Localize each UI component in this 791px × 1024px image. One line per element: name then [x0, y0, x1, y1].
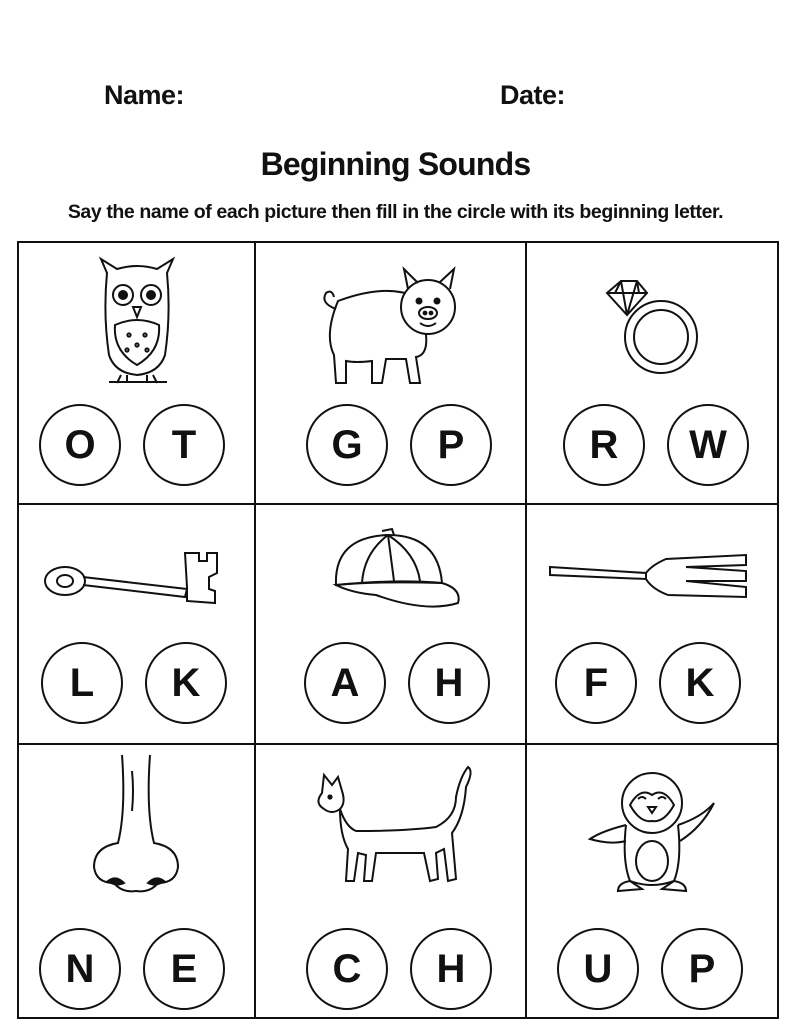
- nose-icon: [82, 751, 192, 901]
- pig-icon: [316, 265, 466, 387]
- ring-icon: [597, 273, 707, 383]
- grid-cell-9: [527, 745, 777, 1017]
- letter-choice[interactable]: L: [41, 642, 123, 724]
- letter-choice[interactable]: R: [563, 404, 645, 486]
- letter-choice[interactable]: U: [557, 928, 639, 1010]
- date-label: Date:: [500, 80, 566, 110]
- grid-cell-6: [527, 505, 777, 745]
- letter-choice[interactable]: T: [143, 404, 225, 486]
- cat-icon: [306, 757, 476, 902]
- letter-choice[interactable]: H: [410, 928, 492, 1010]
- fork-icon: [542, 545, 762, 615]
- grid-cell-4: [19, 505, 256, 745]
- letter-choice[interactable]: G: [306, 404, 388, 486]
- instructions-text: Say the name of each picture then fill in the circle with its beginning letter.: [67, 201, 724, 223]
- letter-choice[interactable]: F: [555, 642, 637, 724]
- letter-choice[interactable]: N: [39, 928, 121, 1010]
- letter-choice[interactable]: E: [143, 928, 225, 1010]
- grid-cell-3: [527, 243, 777, 505]
- name-label: Name:: [104, 80, 185, 110]
- key-icon: [37, 547, 237, 617]
- grid-cell-2: [256, 243, 527, 505]
- letter-choice[interactable]: P: [661, 928, 743, 1010]
- letter-choice[interactable]: C: [306, 928, 388, 1010]
- letter-choice[interactable]: H: [408, 642, 490, 724]
- owl-icon: [87, 255, 187, 390]
- letter-choice[interactable]: O: [39, 404, 121, 486]
- picture-grid: [17, 241, 779, 1019]
- letter-choice[interactable]: P: [410, 404, 492, 486]
- worksheet-title: Beginning Sounds: [260, 146, 531, 182]
- letter-choice[interactable]: W: [667, 404, 749, 486]
- letter-choice[interactable]: K: [145, 642, 227, 724]
- hat-icon: [316, 523, 466, 623]
- letter-choice[interactable]: K: [659, 642, 741, 724]
- grid-cell-8: [256, 745, 527, 1017]
- penguin-icon: [582, 765, 722, 900]
- grid-cell-1: [19, 243, 256, 505]
- grid-cell-7: [19, 745, 256, 1017]
- grid-cell-5: [256, 505, 527, 745]
- letter-choice[interactable]: A: [304, 642, 386, 724]
